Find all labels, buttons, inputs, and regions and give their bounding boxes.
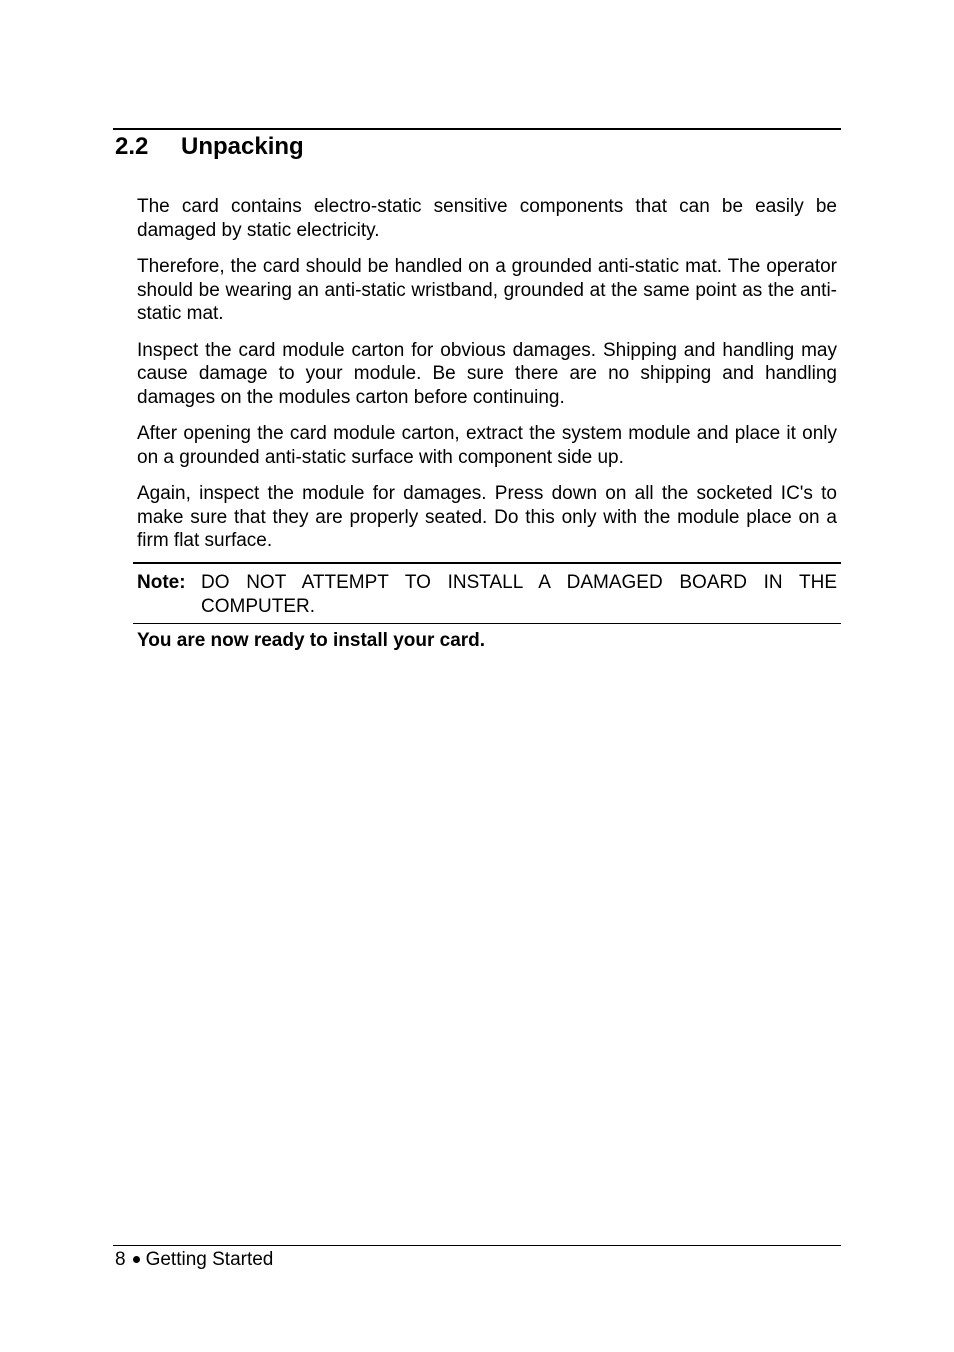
paragraph: The card contains electro-static sensitive components that can be easily be damaged by static electricity. xyxy=(137,196,837,241)
section-title: Unpacking xyxy=(181,133,304,160)
bullet-icon xyxy=(133,1256,140,1263)
paragraph: Therefore, the card should be handled on a grounded anti-static mat. The operator should be wearing an anti-static wristband, grounded at the same point as the anti-static mat. xyxy=(137,256,837,324)
chapter-title: Getting Started xyxy=(145,1249,274,1270)
section-number: 2.2 xyxy=(115,133,149,160)
page-number: 8 xyxy=(115,1249,126,1270)
note-box xyxy=(133,562,841,624)
paragraph: Inspect the card module carton for obvious damages. Shipping and handling may cause damage to your module. Be sure there are no shipping and handling damages on the modules carton before continuing. xyxy=(137,339,837,408)
note-label: Note: xyxy=(137,572,186,593)
body-text xyxy=(137,195,837,566)
note-row xyxy=(133,571,841,618)
paragraph: Again, inspect the module for damages. Press down on all the socketed IC's to make sure that they are properly seated. Do this only with the module place on a firm flat surface. xyxy=(137,483,837,551)
page-footer xyxy=(115,1248,273,1272)
paragraph: After opening the card module carton, extract the system module and place it only on a grounded anti-static surface with component side up. xyxy=(137,423,837,468)
section-top-rule xyxy=(113,128,841,130)
section-heading xyxy=(115,132,304,162)
note-text: DO NOT ATTEMPT TO INSTALL A DAMAGED BOARD IN THE COMPUTER. xyxy=(201,572,837,617)
footer-rule xyxy=(113,1245,841,1246)
ready-statement: You are now ready to install your card. xyxy=(137,630,486,651)
